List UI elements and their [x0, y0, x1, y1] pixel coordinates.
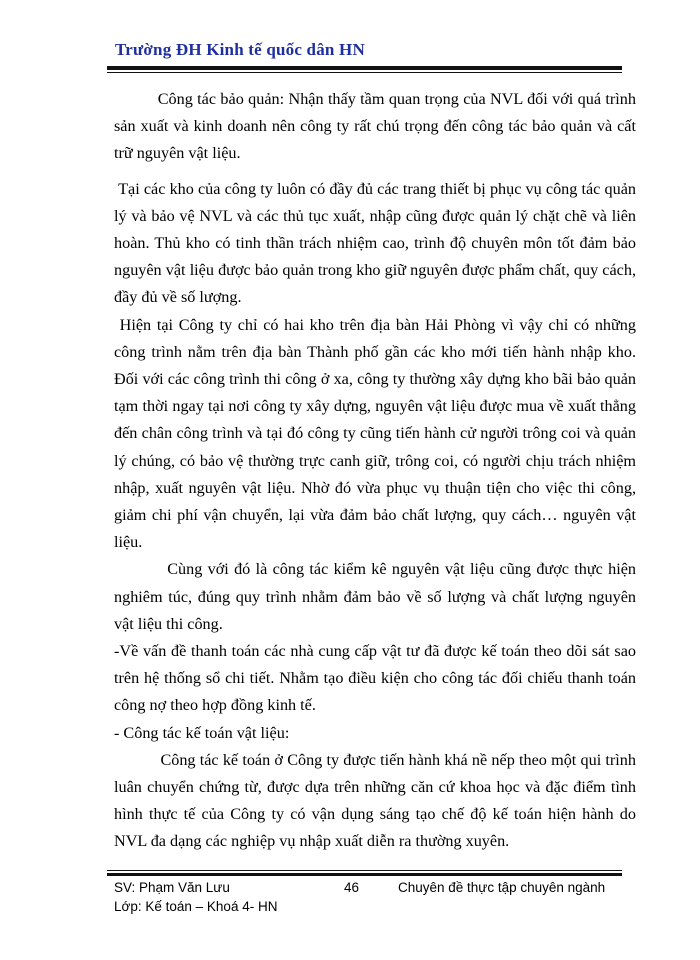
paragraph-supplier-payment: -Về vấn đề thanh toán các nhà cung cấp vật tư đã được kế toán theo dõi sát sao trên hệ thống sổ chi tiết. Nhằm tạo điều kiện cho công tác đối chiếu thanh toán công nợ theo hợp đồng kinh tế. — [114, 642, 636, 715]
footer-author: SV: Phạm Văn Lưu — [114, 880, 230, 895]
footer-class: Lớp: Kế toán – Khoá 4- HN — [114, 899, 278, 914]
document-body — [114, 86, 636, 856]
footer-rule-thin — [107, 870, 622, 871]
paragraph-warehouse-locations: Hiện tại Công ty chỉ có hai kho trên địa bàn Hải Phòng vì vậy chỉ có những công trình nằm trên địa bàn Thành phố gần các kho mới tiến hành nhập kho. Đối với các công trình thi công ở xa, công ty thường xây dựng kho bãi bảo quản tạm thời ngay tại nơi công ty xây dựng, nguyên vật liệu được mua về xuất thẳng đến chân công trình và tại đó công ty cũng tiến hành cử người trông coi và quản lý chúng, có bảo vệ thường trực canh giữ, trông coi, có người chịu trách nhiệm nhập, xuất nguyên vật liệu. Nhờ đó vừa phục vụ thuận tiện cho việc thi công, giảm chi phí vận chuyển, lại vừa đảm bảo chất lượng, quy cách… nguyên vật liệu. — [114, 315, 636, 552]
paragraph-accounting-detail: Công tác kế toán ở Công ty được tiến hành khá nề nếp theo một qui trình luân chuyển chứng từ, được dựa trên những căn cứ khoa học và đặc điểm tình hình thực tế của Công ty có vận dụng sáng tạo chế độ kế toán hiện hành do NVL đa dạng các nghiệp vụ nhập xuất diễn ra thường xuyên. — [114, 750, 636, 851]
paragraph-storage-intro: Công tác bảo quản: Nhận thấy tầm quan trọng của NVL đối với quá trình sản xuất và kinh doanh nên công ty rất chú trọng đến công tác bảo quản và cất trữ nguyên vật liệu. — [114, 90, 636, 163]
footer-topic: Chuyên đề thực tập chuyên ngành — [398, 880, 606, 895]
paragraph-warehouse-equipment: Tại các kho của công ty luôn có đầy đủ các trang thiết bị phục vụ công tác quản lý và bảo vệ NVL và các thủ tục xuất, nhập cũng được quản lý chặt chẽ và liên hoàn. Thủ kho có tinh thần trách nhiệm cao, trình độ chuyên môn tốt đảm bảo nguyên vật liệu được bảo quản trong kho giữ nguyên được phẩm chất, quy cách, đầy đủ về số lượng. — [114, 179, 636, 307]
footer-page-number: 46 — [344, 880, 360, 895]
page-header-title: Trường ĐH Kinh tế quốc dân HN — [115, 40, 365, 59]
paragraph-accounting-heading: - Công tác kế toán vật liệu: — [114, 723, 290, 742]
header-rule-thin — [107, 72, 622, 73]
header-rule-thick — [107, 66, 622, 70]
paragraph-inventory-check: Cùng với đó là công tác kiểm kê nguyên vật liệu cũng được thực hiện nghiêm túc, đúng quy trình nhằm đảm bảo về số lượng và chất lượng nguyên vật liệu thi công. — [114, 560, 636, 633]
footer-rule-thick — [107, 873, 622, 876]
